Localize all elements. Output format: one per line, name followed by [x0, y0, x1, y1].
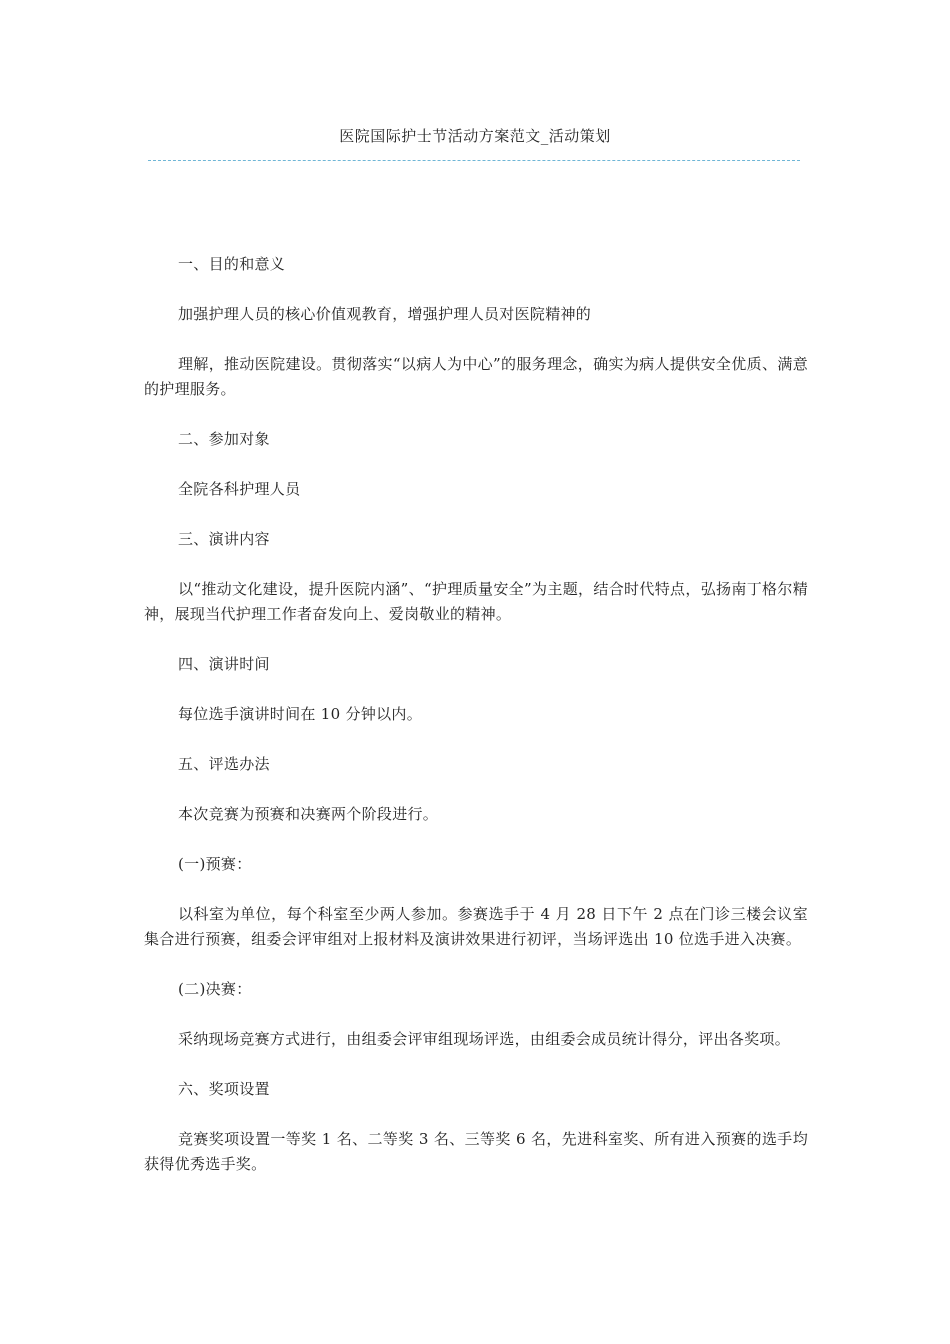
section-heading-speech-content: 三、演讲内容	[178, 530, 270, 548]
section-heading-selection-method: 五、评选办法	[178, 755, 270, 773]
title-divider	[148, 160, 800, 161]
paragraph: 全院各科护理人员	[178, 480, 301, 498]
section-heading-awards: 六、奖项设置	[178, 1080, 270, 1098]
paragraph: 采纳现场竞赛方式进行，由组委会评审组现场评选，由组委会成员统计得分，评出各奖项。	[178, 1030, 791, 1048]
subheading-final: (二)决赛：	[178, 980, 252, 998]
paragraph: 每位选手演讲时间在 10 分钟以内。	[178, 705, 423, 723]
paragraph: 理解，推动医院建设。贯彻落实“以病人为中心”的服务理念，确实为病人提供安全优质、满意的护理服务。	[144, 355, 808, 398]
section-heading-purpose: 一、目的和意义	[178, 255, 286, 273]
document-title: 医院国际护士节活动方案范文_活动策划	[339, 127, 611, 145]
section-heading-participants: 二、参加对象	[178, 430, 270, 448]
paragraph: 以科室为单位，每个科室至少两人参加。参赛选手于 4 月 28 日下午 2 点在门诊三楼会议室集合进行预赛，组委会评审组对上报材料及演讲效果进行初评，当场评选出 10 位选手进入决赛。	[144, 905, 808, 948]
document-body	[144, 252, 808, 1202]
paragraph: 加强护理人员的核心价值观教育，增强护理人员对医院精神的	[178, 305, 592, 323]
paragraph: 竞赛奖项设置一等奖 1 名、二等奖 3 名、三等奖 6 名，先进科室奖、所有进入预赛的选手均获得优秀选手奖。	[144, 1130, 808, 1173]
subheading-preliminary: (一)预赛：	[178, 855, 252, 873]
section-heading-speech-time: 四、演讲时间	[178, 655, 270, 673]
paragraph: 本次竞赛为预赛和决赛两个阶段进行。	[178, 805, 439, 823]
paragraph: 以“推动文化建设，提升医院内涵”、“护理质量安全”为主题，结合时代特点，弘扬南丁格尔精神，展现当代护理工作者奋发向上、爱岗敬业的精神。	[144, 580, 808, 623]
